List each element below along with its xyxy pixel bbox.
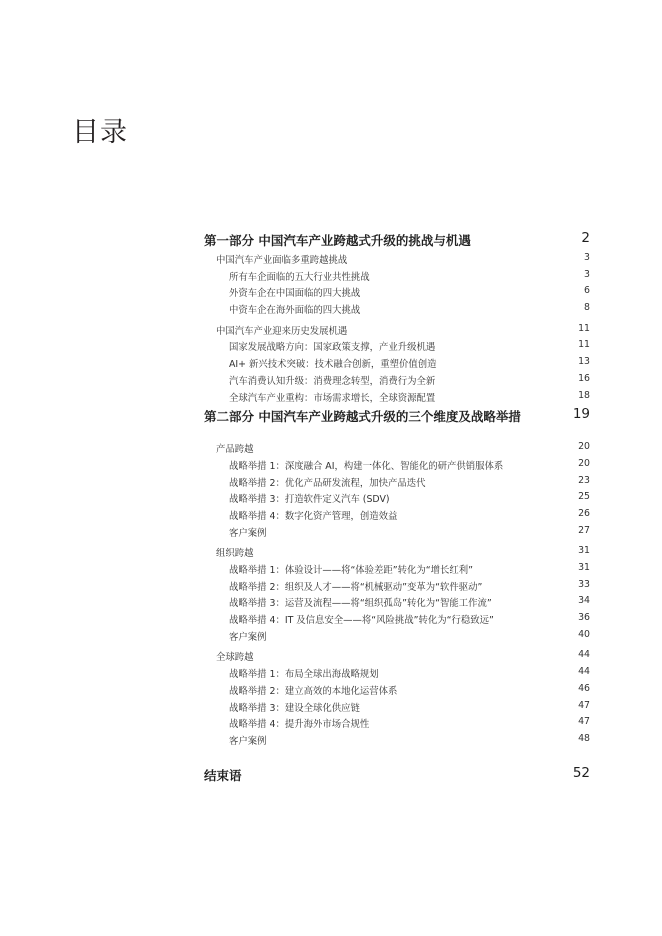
- toc-subsection-item[interactable]: [204, 489, 590, 506]
- toc-page-number: 8: [584, 302, 590, 314]
- toc-page-number: 11: [578, 339, 590, 351]
- toc-subsection-item[interactable]: [204, 456, 590, 473]
- toc-entry-title: 国家发展战略方向：国家政策支撑，产业升级机遇: [229, 342, 436, 354]
- toc-subsection-item[interactable]: [204, 506, 590, 523]
- toc-entry-title: 战略举措 4：IT 及信息安全——将“风险挑战”转化为“行稳致远”: [229, 615, 494, 627]
- toc-page-number: 31: [578, 562, 590, 573]
- toc-subsection-item[interactable]: [204, 371, 590, 388]
- toc-entry-title: 汽车消费认知升级：消费理念转型，消费行为全新: [229, 375, 436, 387]
- toc-entry-title: 外资车企在中国面临的四大挑战: [229, 288, 361, 300]
- toc-entry-title: 战略举措 3：运营及流程——将“组织孤岛”转化为“智能工作流”: [229, 598, 492, 610]
- toc-subsection-item[interactable]: [204, 664, 590, 681]
- toc-page-number: 18: [578, 389, 590, 401]
- toc-section-item[interactable]: [204, 647, 590, 664]
- toc-entry-title: 战略举措 2：建立高效的本地化运营体系: [229, 685, 398, 697]
- toc-entry-title: 中资车企在海外面临的四大挑战: [229, 305, 361, 317]
- toc-subsection-item[interactable]: [204, 698, 590, 715]
- toc-page-number: 44: [578, 649, 590, 661]
- toc-entry-title: 客户案例: [229, 735, 267, 747]
- toc-page-number: 3: [584, 268, 590, 280]
- toc-section-item[interactable]: [204, 439, 590, 456]
- toc-subsection-item[interactable]: [204, 610, 590, 627]
- toc-page-number: 20: [578, 457, 590, 469]
- toc-entry-title: 中国汽车产业面临多重跨越挑战: [216, 255, 348, 266]
- toc-subsection-item[interactable]: [204, 731, 590, 748]
- toc-page-number: 23: [578, 474, 590, 486]
- table-of-contents: [204, 228, 590, 785]
- toc-subsection-item[interactable]: [204, 354, 590, 371]
- toc-page-number: 31: [578, 545, 590, 557]
- toc-subsection-item[interactable]: [204, 681, 590, 698]
- toc-entry-title: 战略举措 1：布局全球出海战略规划: [229, 669, 379, 681]
- toc-subsection-item[interactable]: [204, 337, 590, 354]
- toc-page-number: 27: [578, 524, 590, 536]
- toc-page-number: 44: [578, 666, 590, 678]
- toc-entry-title: 第二部分 中国汽车产业跨越式升级的三个维度及战略举措: [204, 409, 521, 425]
- toc-page-number: 3: [584, 252, 590, 263]
- toc-page-number: 47: [578, 716, 590, 728]
- toc-entry-title: 战略举措 4：提升海外市场合规性: [229, 719, 370, 731]
- toc-page-number: 40: [578, 628, 590, 640]
- toc-part-heading[interactable]: [204, 404, 590, 426]
- toc-subsection-item[interactable]: [204, 283, 590, 300]
- toc-section-item[interactable]: [204, 321, 590, 338]
- toc-page-number: 6: [584, 285, 590, 297]
- toc-entry-title: 全球汽车产业重构：市场需求增长，全球资源配置: [229, 392, 436, 404]
- toc-page-number: 26: [578, 507, 590, 519]
- toc-subsection-item[interactable]: [204, 560, 590, 577]
- toc-entry-title: 战略举措 2：组织及人才——将“机械驱动”变革为“软件驱动”: [229, 581, 483, 593]
- toc-entry-title: 战略举措 1：体验设计——将“体验差距”转化为“增长红利”: [229, 565, 473, 576]
- toc-entry-title: 产品跨越: [216, 444, 254, 456]
- toc-page-number: 52: [572, 764, 590, 781]
- toc-part-heading[interactable]: [204, 228, 590, 250]
- toc-page-number: 11: [578, 322, 590, 334]
- toc-page-number: 46: [578, 682, 590, 694]
- toc-entry-title: 组织跨越: [216, 548, 254, 560]
- toc-subsection-item[interactable]: [204, 267, 590, 284]
- toc-entry-title: 战略举措 4：数字化资产管理，创造效益: [229, 510, 398, 522]
- toc-entry-title: 战略举措 3：打造软件定义汽车 (SDV): [229, 494, 390, 506]
- toc-section-item[interactable]: [204, 543, 590, 560]
- toc-page-number: 2: [581, 230, 590, 246]
- toc-page-number: 34: [578, 595, 590, 607]
- toc-entry-title: 客户案例: [229, 631, 267, 643]
- toc-entry-title: 客户案例: [229, 527, 267, 539]
- toc-entry-title: 结束语: [204, 767, 242, 783]
- toc-entry-title: 第一部分 中国汽车产业跨越式升级的挑战与机遇: [204, 233, 471, 248]
- toc-page-number: 16: [578, 372, 590, 384]
- toc-subsection-item[interactable]: [204, 388, 590, 405]
- toc-entry-title: 战略举措 1：深度融合 AI，构建一体化、智能化的研产供销服体系: [229, 460, 504, 472]
- toc-entry-title: 所有车企面临的五大行业共性挑战: [229, 271, 370, 283]
- toc-subsection-item[interactable]: [204, 300, 590, 317]
- toc-subsection-item[interactable]: [204, 577, 590, 594]
- toc-page-number: 25: [578, 491, 590, 503]
- toc-part-heading[interactable]: [204, 763, 590, 785]
- toc-subsection-item[interactable]: [204, 593, 590, 610]
- toc-subsection-item[interactable]: [204, 523, 590, 540]
- toc-page-number: 48: [578, 732, 590, 744]
- toc-subsection-item[interactable]: [204, 714, 590, 731]
- toc-section-item[interactable]: [204, 250, 590, 267]
- toc-entry-title: AI+ 新兴技术突破：技术融合创新，重塑价值创造: [229, 359, 437, 371]
- toc-page-number: 19: [572, 406, 590, 423]
- toc-subsection-item[interactable]: [204, 473, 590, 490]
- page-title: 目录: [72, 117, 128, 148]
- toc-entry-title: 全球跨越: [216, 652, 254, 664]
- toc-page-number: 33: [578, 578, 590, 590]
- toc-entry-title: 中国汽车产业迎来历史发展机遇: [216, 325, 348, 337]
- toc-page-number: 47: [578, 699, 590, 711]
- toc-subsection-item[interactable]: [204, 627, 590, 644]
- toc-entry-title: 战略举措 2：优化产品研发流程，加快产品迭代: [229, 477, 426, 489]
- toc-entry-title: 战略举措 3：建设全球化供应链: [229, 702, 360, 714]
- toc-page-number: 13: [578, 356, 590, 368]
- toc-page-number: 36: [578, 612, 590, 624]
- toc-page-number: 20: [578, 441, 590, 453]
